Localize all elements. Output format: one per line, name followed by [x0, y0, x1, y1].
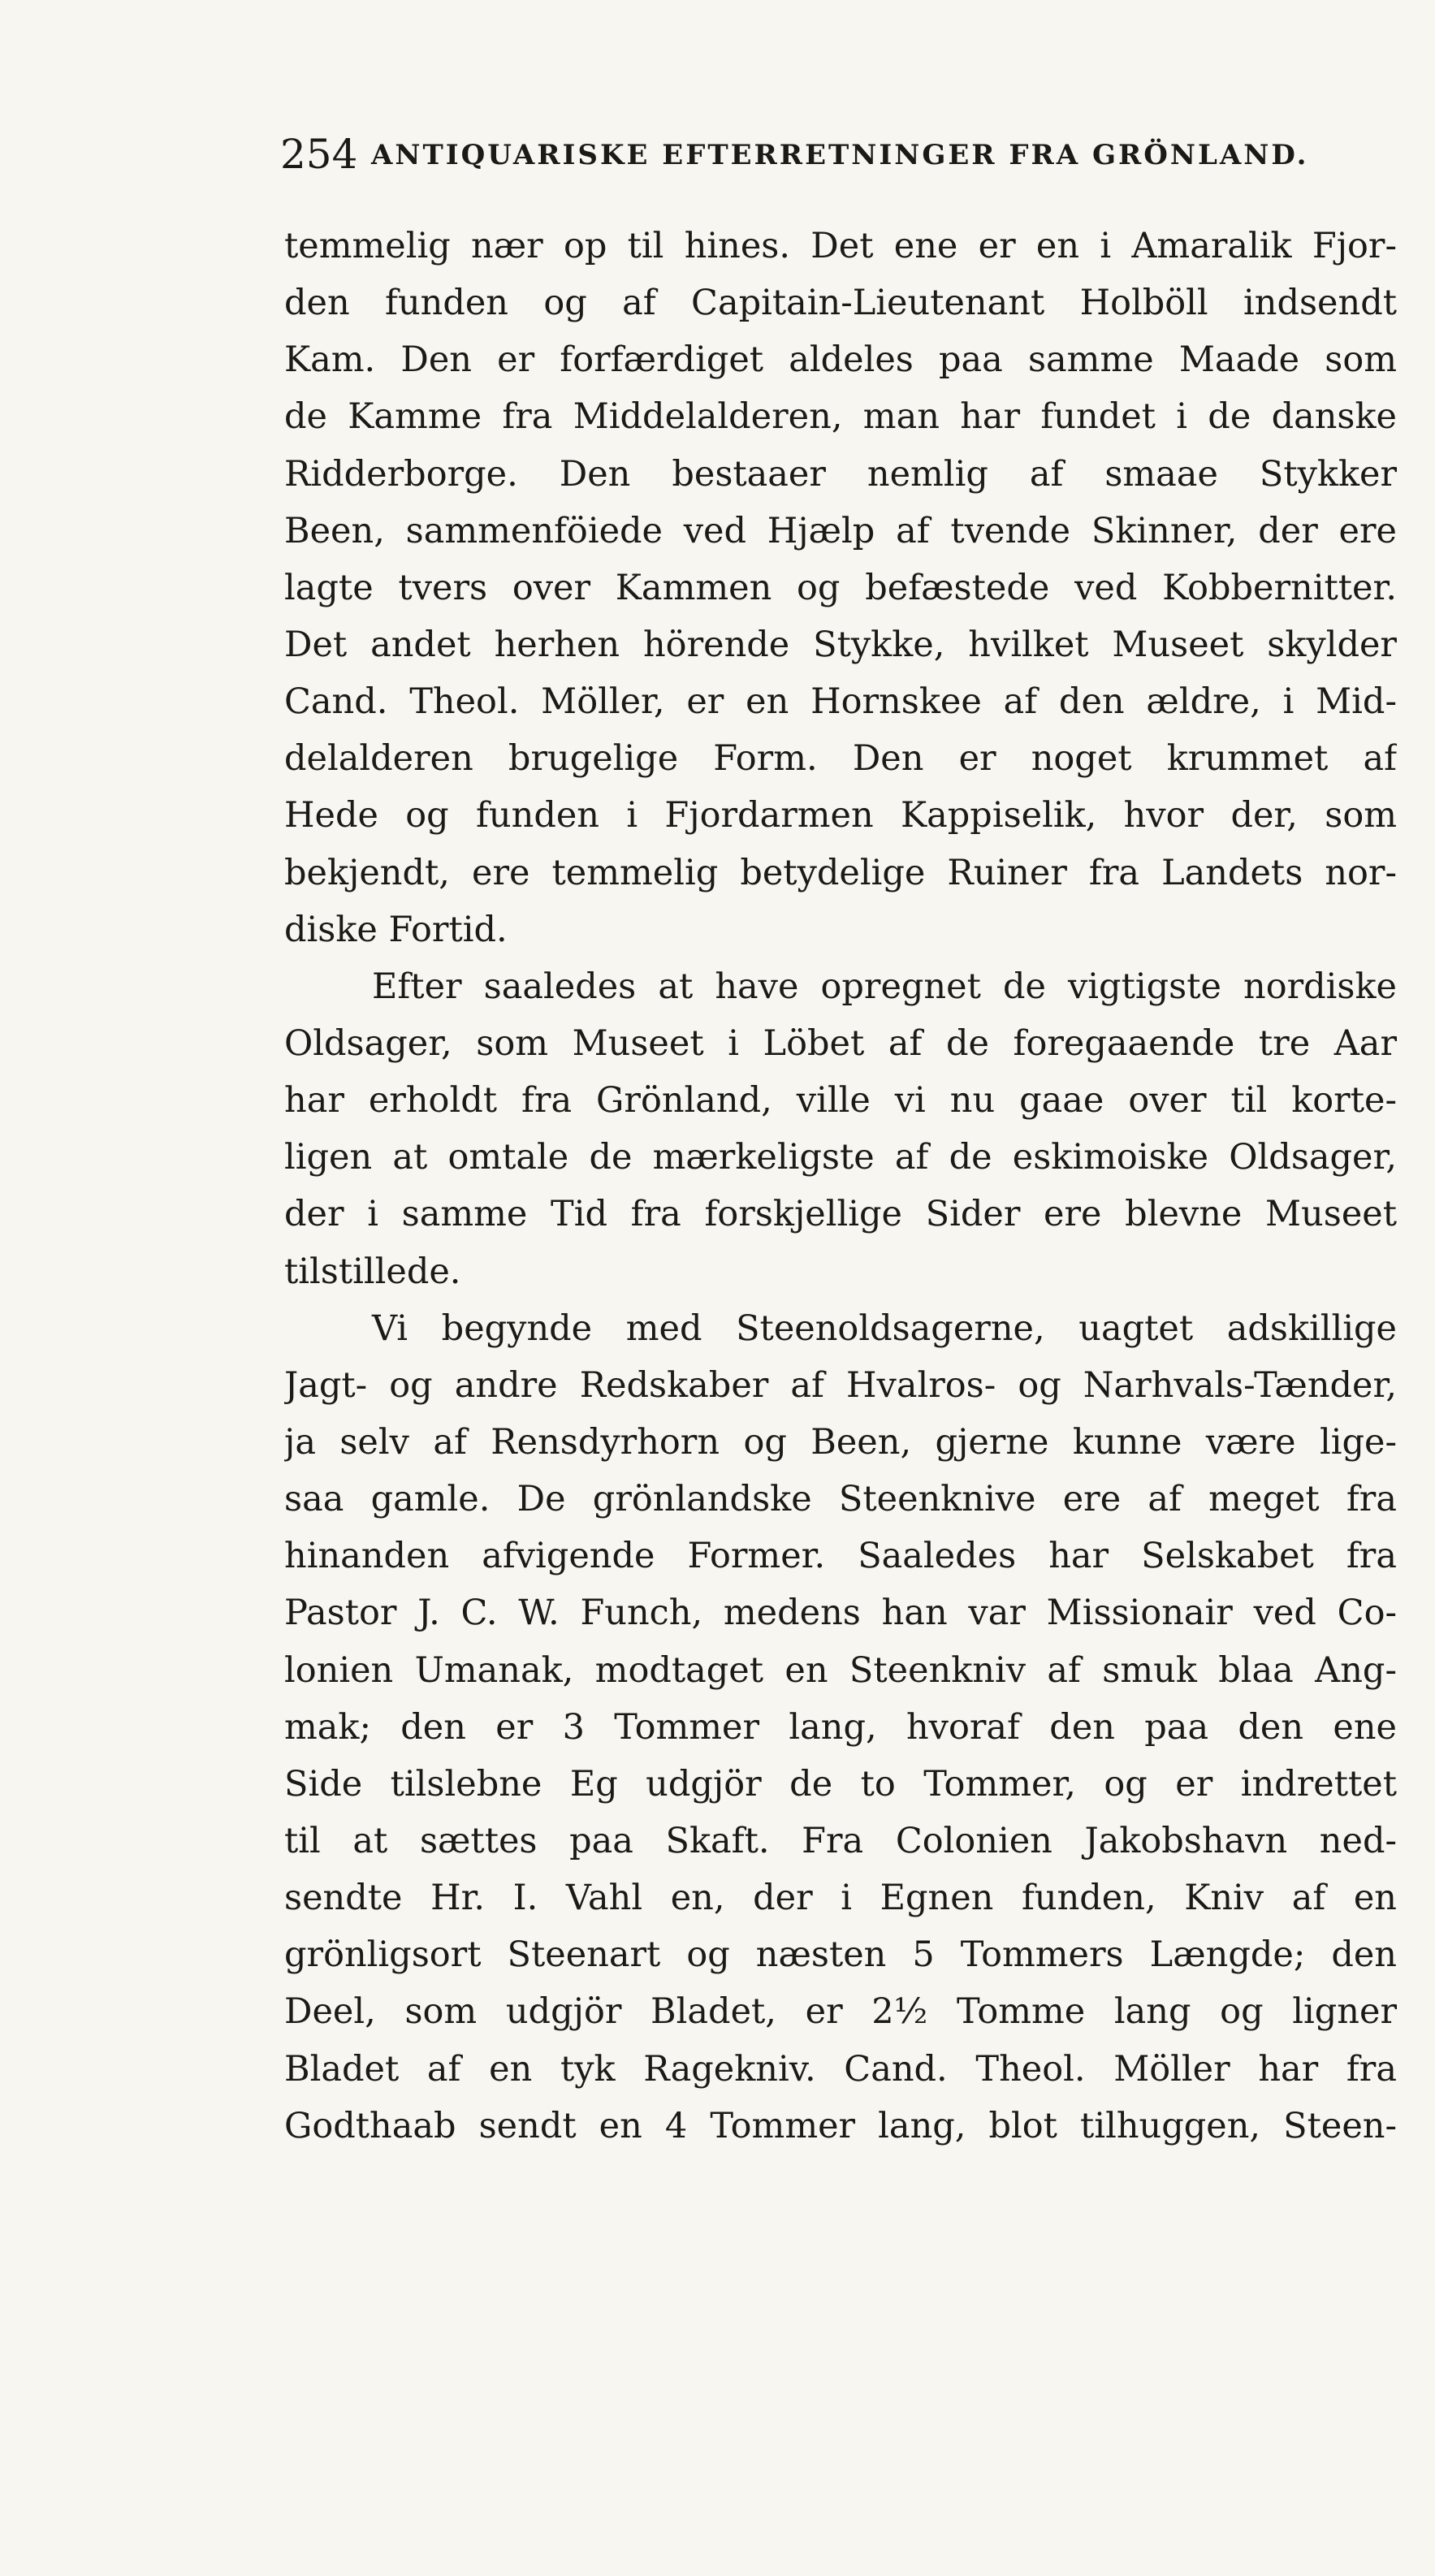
- text-line: Godthaab sendt en 4 Tommer lang, blot tilhuggen, Steen-: [284, 2105, 1397, 2146]
- text-line: de Kamme fra Middelalderen, man har fundet i de danske: [284, 396, 1397, 438]
- text-line: tilstillede.: [284, 1251, 461, 1292]
- text-line: Kam. Den er forfærdiget aldeles paa samme Maade som: [284, 339, 1397, 381]
- text-line: den funden og af Capitain-Lieutenant Holböll indsendt: [284, 283, 1397, 324]
- running-title: ANTIQUARISKE EFTERRETNINGER FRA GRÖNLAND.: [371, 139, 1309, 171]
- text-line: lonien Umanak, modtaget en Steenkniv af smuk blaa Ang-: [284, 1649, 1397, 1691]
- text-line: saa gamle. De grönlandske Steenknive ere af meget fra: [284, 1479, 1397, 1520]
- text-line: ja selv af Rensdyrhorn og Been, gjerne kunne være lige-: [284, 1421, 1397, 1463]
- text-line: Been, sammenföiede ved Hjælp af tvende Skinner, der ere: [284, 510, 1397, 551]
- text-line: har erholdt fra Grönland, ville vi nu gaae over til korte-: [284, 1080, 1397, 1122]
- body-text: [284, 218, 1397, 2155]
- text-line: Cand. Theol. Möller, er en Hornskee af den ældre, i Mid-: [284, 681, 1397, 723]
- text-line: diske Fortid.: [284, 909, 508, 950]
- text-line: Bladet af en tyk Ragekniv. Cand. Theol. Möller har fra: [284, 2048, 1397, 2090]
- text-line: Hede og funden i Fjordarmen Kappiselik, hvor der, som: [284, 795, 1397, 836]
- text-line: delalderen brugelige Form. Den er noget krummet af: [284, 738, 1397, 780]
- text-line: til at sættes paa Skaft. Fra Colonien Jakobshavn ned-: [284, 1820, 1397, 1861]
- text-line: Pastor J. C. W. Funch, medens han var Missionair ved Co-: [284, 1593, 1397, 1634]
- text-line: grönligsort Steenart og næsten 5 Tommers Længde; den: [284, 1934, 1397, 1976]
- text-line: sendte Hr. I. Vahl en, der i Egnen funden, Kniv af en: [284, 1878, 1397, 1919]
- text-line: Ridderborge. Den bestaaer nemlig af smaae Stykker: [284, 453, 1397, 495]
- text-line: der i samme Tid fra forskjellige Sider ere blevne Museet: [284, 1194, 1397, 1235]
- page-number: 254: [280, 131, 358, 178]
- text-line: hinanden afvigende Former. Saaledes har Selskabet fra: [284, 1536, 1397, 1577]
- text-line: bekjendt, ere temmelig betydelige Ruiner fra Landets nor-: [284, 852, 1397, 893]
- text-line: Vi begynde med Steenoldsagerne, uagtet adskillige: [372, 1307, 1397, 1349]
- text-line: ligen at omtale de mærkeligste af de eskimoiske Oldsager,: [284, 1137, 1397, 1178]
- text-line: lagte tvers over Kammen og befæstede ved Kobbernitter.: [284, 567, 1397, 608]
- text-line: Jagt- og andre Redskaber af Hvalros- og Narhvals-Tænder,: [284, 1364, 1397, 1406]
- text-line: temmelig nær op til hines. Det ene er en i Amaralik Fjor-: [284, 226, 1397, 266]
- running-header: [280, 122, 1385, 187]
- text-line: Det andet herhen hörende Stykke, hvilket Museet skylder: [284, 624, 1397, 665]
- text-line: Efter saaledes at have opregnet de vigtigste nordiske: [372, 966, 1397, 1007]
- text-line: mak; den er 3 Tommer lang, hvoraf den paa den ene: [284, 1706, 1397, 1748]
- text-line: Side tilslebne Eg udgjör de to Tommer, og er indrettet: [284, 1763, 1397, 1804]
- text-line: Deel, som udgjör Bladet, er 2½ Tomme lang og ligner: [284, 1991, 1397, 2033]
- text-line: Oldsager, som Museet i Löbet af de foregaaende tre Aar: [284, 1022, 1397, 1064]
